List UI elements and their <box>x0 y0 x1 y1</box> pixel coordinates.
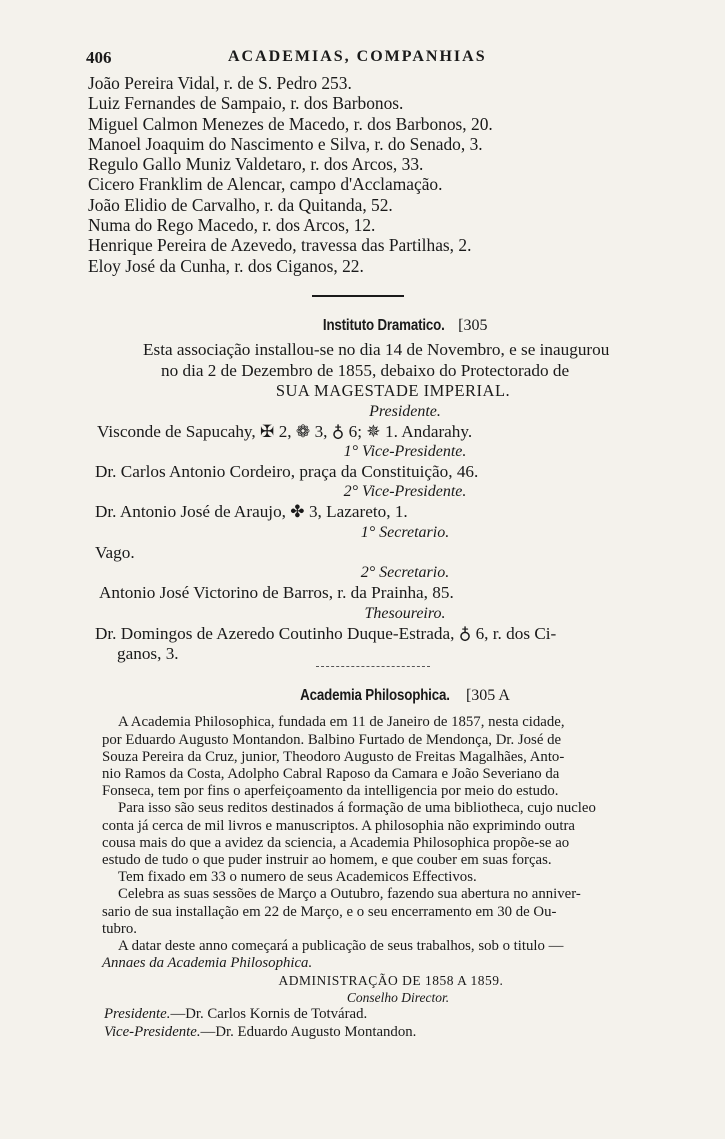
intro-line: Esta associação installou-se no dia 14 de Novembro, e se inaugurou <box>143 340 610 360</box>
vice-president-line <box>104 1024 672 1041</box>
page-number: 406 <box>86 48 112 67</box>
role-person: Antonio José Victorino de Barros, r. da Prainha, 85. <box>99 583 454 603</box>
paragraph-2 <box>102 800 672 869</box>
member-entry: Regulo Gallo Muniz Valdetaro, r. dos Arcos, 33. <box>88 154 424 175</box>
member-entry: João Elidio de Carvalho, r. da Quitanda, 52. <box>88 194 393 215</box>
role-title: 2° Secretario. <box>360 564 450 582</box>
member-entry: Luiz Fernandes de Sampaio, r. dos Barbonos. <box>88 93 404 114</box>
member-entry: João Pereira Vidal, r. de S. Pedro 253. <box>88 73 352 93</box>
member-list <box>88 73 688 276</box>
council-heading: Conselho Director. <box>346 990 450 1006</box>
member-entry: Miguel Calmon Menezes de Macedo, r. dos Barbonos, 20. <box>88 113 493 134</box>
text-line: cousa mais do que a avidez da sciencia, a Academia Philosophica propõe-se ao <box>102 834 570 851</box>
running-title: ACADEMIAS, COMPANHIAS <box>228 48 487 65</box>
administration-heading: ADMINISTRAÇÃO DE 1858 A 1859. <box>278 973 504 989</box>
text-line: Celebra as suas sessões de Março a Outubro, fazendo sua abertura no anniver- <box>118 886 581 903</box>
text-line: Souza Pereira da Cruz, junior, Theodoro Augusto de Freitas Magalhães, Anto- <box>102 748 565 765</box>
role-title: 1° Secretario. <box>360 523 450 541</box>
text-line: estudo de tudo o que puder instruir ao homem, e que couber em suas forças. <box>102 852 552 869</box>
role-person: Dr. Antonio José de Araujo, ✤ 3, Lazareto, 1. <box>95 502 408 522</box>
paragraph-4 <box>102 886 672 938</box>
paragraph-5: A datar deste anno começará a publicação de seus trabalhos, sob o titulo — <box>118 938 564 955</box>
section-divider <box>312 295 404 297</box>
section-heading <box>102 686 672 706</box>
role-person: Dr. Carlos Antonio Cordeiro, praça da Constituição, 46. <box>95 462 479 482</box>
member-entry: Numa do Rego Macedo, r. dos Arcos, 12. <box>88 215 376 236</box>
paragraph-1 <box>102 714 672 800</box>
section-title: Academia Philosophica. <box>300 687 450 704</box>
page-header <box>86 48 666 68</box>
role-person: Vago. <box>95 542 135 562</box>
text-line: tubro. <box>102 920 137 937</box>
section-title: Instituto Dramatico. <box>322 317 445 334</box>
role-person: Dr. Domingos de Azeredo Coutinho Duque-Estrada, ♁ 6, r. dos Ci- <box>95 623 557 643</box>
instituto-dramatico-section <box>95 316 675 664</box>
text-line: A Academia Philosophica, fundada em 11 de Janeiro de 1857, nesta cidade, <box>118 714 565 731</box>
member-entry: Cicero Franklim de Alencar, campo d'Acclamação. <box>88 174 443 195</box>
journal-title: Annaes da Academia Philosophica. <box>102 955 313 972</box>
text-line: Fonseca, tem por fins o aperfeiçoamento da intelligencia por meio do estudo. <box>102 783 559 800</box>
role-title: 1° Vice-Presidente. <box>343 443 467 461</box>
text-line: por Eduardo Augusto Montandon. Balbino Furtado de Mendonça, Dr. José de <box>102 731 562 748</box>
section-divider <box>316 666 430 667</box>
member-entry: Eloy José da Cunha, r. dos Ciganos, 22. <box>88 255 364 276</box>
protector-line: SUA MAGESTADE IMPERIAL. <box>275 381 511 401</box>
president-line <box>104 1006 672 1023</box>
member-entry: Manoel Joaquim do Nascimento e Silva, r. do Senado, 3. <box>88 133 483 154</box>
role-person: Visconde de Sapucahy, ✠ 2, ❁ 3, ♁ 6; ✵ 1. Andarahy. <box>97 421 473 441</box>
role-title: 2° Vice-Presidente. <box>343 483 467 501</box>
member-entry: Henrique Pereira de Azevedo, travessa das Partilhas, 2. <box>88 235 472 256</box>
academia-philosophica-section <box>102 686 672 1041</box>
text-line: Para isso são seus reditos destinados á formação de uma bibliotheca, cujo nucleo <box>118 800 596 817</box>
president-name: —Dr. Carlos Kornis de Totvárad. <box>170 1006 368 1023</box>
intro-line: no dia 2 de Dezembro de 1855, debaixo do Protectorado de <box>161 360 570 380</box>
section-heading <box>95 316 675 336</box>
president-label: Presidente. <box>104 1006 171 1023</box>
vice-president-label: Vice-Presidente. <box>104 1023 201 1040</box>
text-line: sario de sua installação em 22 de Março, e o seu encerramento em 30 de Ou- <box>102 903 557 920</box>
section-ref: [305 A <box>465 687 510 704</box>
paragraph-3: Tem fixado em 33 o numero de seus Academicos Effectivos. <box>118 869 477 886</box>
text-line: conta já cerca de mil livros e manuscriptos. A philosophia não exprimindo outra <box>102 817 575 834</box>
section-ref: [305 <box>458 317 488 334</box>
role-person-continued: ganos, 3. <box>117 644 179 664</box>
text-line: nio Ramos da Costa, Adolpho Cabral Raposo da Camara e João Severiano da <box>102 766 560 783</box>
role-title: Presidente. <box>369 402 441 420</box>
role-title: Thesoureiro. <box>364 604 446 622</box>
vice-president-name: —Dr. Eduardo Augusto Montandon. <box>200 1023 417 1040</box>
